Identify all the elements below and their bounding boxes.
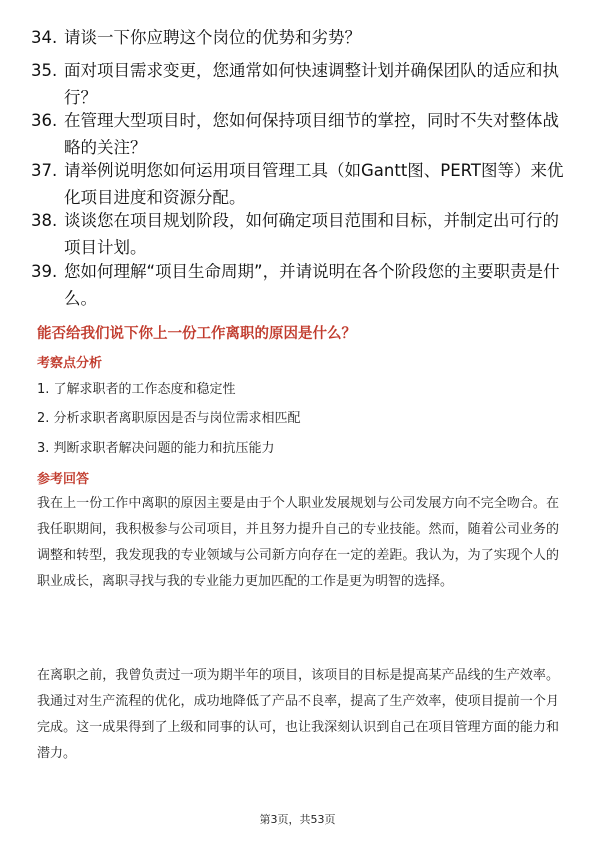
question-number: 36. (31, 111, 58, 130)
analysis-point: 1. 了解求职者的工作态度和稳定性 (37, 382, 236, 397)
page-footer: 第3页，共53页 (259, 813, 336, 826)
question-text: 谈谈您在项目规划阶段，如何确定项目范围和目标，并制定出可行的项目计划。 (64, 211, 559, 257)
question-number: 37. (31, 161, 58, 180)
question-text: 您如何理解“项目生命周期”，并请说明在各个阶段您的主要职责是什么。 (64, 262, 560, 308)
question-text: 请谈一下你应聘这个岗位的优势和劣势？ (64, 28, 361, 47)
question-number: 34. (31, 28, 58, 47)
question-34 (31, 24, 571, 51)
analysis-point: 2. 分析求职者离职原因是否与岗位需求相匹配 (37, 411, 301, 426)
answer-title: 参考回答 (37, 472, 90, 487)
section-title: 能否给我们说下你上一份工作离职的原因是什么？ (37, 326, 356, 342)
question-38 (31, 207, 571, 261)
question-37 (31, 157, 571, 211)
question-36 (31, 107, 571, 161)
question-39 (31, 258, 571, 312)
question-number: 38. (31, 211, 58, 230)
answer-paragraph: 我在上一份工作中离职的原因主要是由于个人职业发展规划与公司发展方向不完全吻合。在我任职期间，我积极参与公司项目，并且努力提升自己的专业技能。然而，随着公司业务的调整和转型，我发现我的专业领域与公司新方向存在一定的差距。我认为，为了实现个人的职业成长，离职寻找与我的专业能力更加匹配的工作是更为明智的选择。 (37, 496, 559, 589)
question-35 (31, 57, 571, 111)
answer-paragraph: 在离职之前，我曾负责过一项为期半年的项目，该项目的目标是提高某产品线的生产效率。我通过对生产流程的优化，成功地降低了产品不良率，提高了生产效率，使项目提前一个月完成。这一成果得到了上级和同事的认可，也让我深刻认识到自己在项目管理方面的能力和潜力。 (37, 668, 559, 761)
analysis-point: 3. 判断求职者解决问题的能力和抗压能力 (37, 441, 275, 456)
question-text: 在管理大型项目时，您如何保持项目细节的掌控，同时不失对整体战略的关注？ (64, 111, 559, 157)
question-text: 请举例说明您如何运用项目管理工具（如Gantt图、PERT图等）来优化项目进度和资源分配。 (64, 161, 564, 207)
question-number: 39. (31, 262, 58, 281)
question-text: 面对项目需求变更，您通常如何快速调整计划并确保团队的适应和执行？ (64, 61, 559, 107)
analysis-title: 考察点分析 (37, 356, 103, 371)
question-number: 35. (31, 61, 58, 80)
